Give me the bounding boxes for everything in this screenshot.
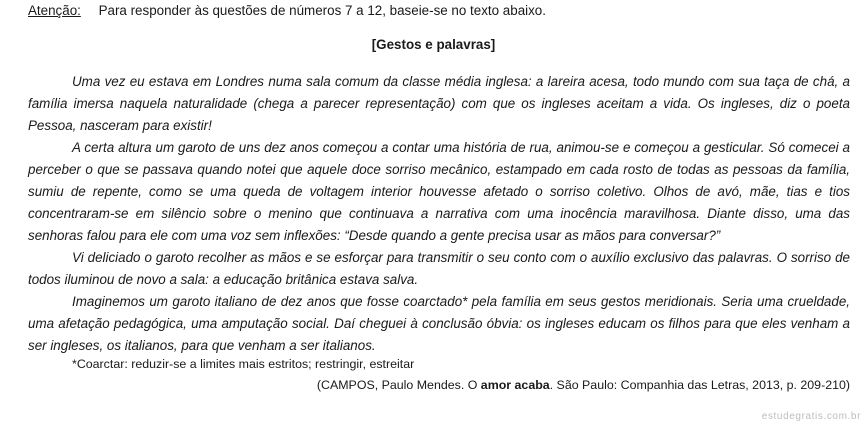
footnote: *Coarctar: reduzir-se a limites mais estritos; restringir, estreitar — [72, 357, 415, 371]
citation-author: (CAMPOS, Paulo Mendes. O — [316, 378, 481, 392]
text-title: [Gestos e palavras] — [371, 37, 496, 52]
citation — [317, 377, 850, 393]
passage — [28, 71, 850, 357]
passage-paragraph-1: Uma vez eu estava em Londres numa sala comum da classe média inglesa: a lareira acesa, todo mundo com sua taça de chá, a família imersa naquela naturalidade (chega a parecer representação) com que os ingleses aceitam a vida. Os ingleses, diz o poeta Pessoa, nasceram para existir! — [28, 74, 850, 133]
citation-publisher: . São Paulo: Companhia das Letras, 2013, p. 209-210) — [549, 378, 850, 392]
passage-paragraph-4: Imaginemos um garoto italiano de dez anos que fosse coarctado* pela família em seus gestos meridionais. Seria uma crueldade, uma afetação pedagógica, uma amputação social. Daí cheguei à conclusão óbvia: os ingleses educam os filhos para que eles venham a ser ingleses, os italianos, para que venham a ser italianos. — [28, 294, 850, 353]
passage-paragraph-3: Vi deliciado o garoto recolher as mãos e se esforçar para transmitir o seu conto com o auxílio exclusivo das palavras. O sorriso de todos iluminou de novo a sala: a educação britânica estava salva. — [28, 250, 850, 287]
passage-paragraph-2: A certa altura um garoto de uns dez anos começou a contar uma história de rua, animou-se e começou a gesticular. Só comecei a perceber o que se passava quando notei que aquele doce sorriso mecânico, estampado em cada rosto de todas as pessoas da família, sumiu de repente, como se uma queda de voltagem interior houvesse afetado o sorriso coletivo. Olhos de avó, mãe, tias e tios concentraram-se em silêncio sobre o menino que continuava a narrativa com uma inocência maravilhosa. Diante disso, uma das senhoras falou para ele com uma voz sem inflexões: “Desde quando a gente precisa usar as mãos para conversar?” — [28, 140, 850, 243]
instruction-line — [28, 2, 546, 19]
instruction-text: Para responder às questões de números 7 a 12, baseie-se no texto abaixo. — [98, 3, 546, 18]
citation-book-title: amor acaba — [480, 378, 550, 392]
attention-label: Atenção: — [28, 3, 81, 18]
watermark: estudegratis.com.br — [761, 411, 861, 422]
